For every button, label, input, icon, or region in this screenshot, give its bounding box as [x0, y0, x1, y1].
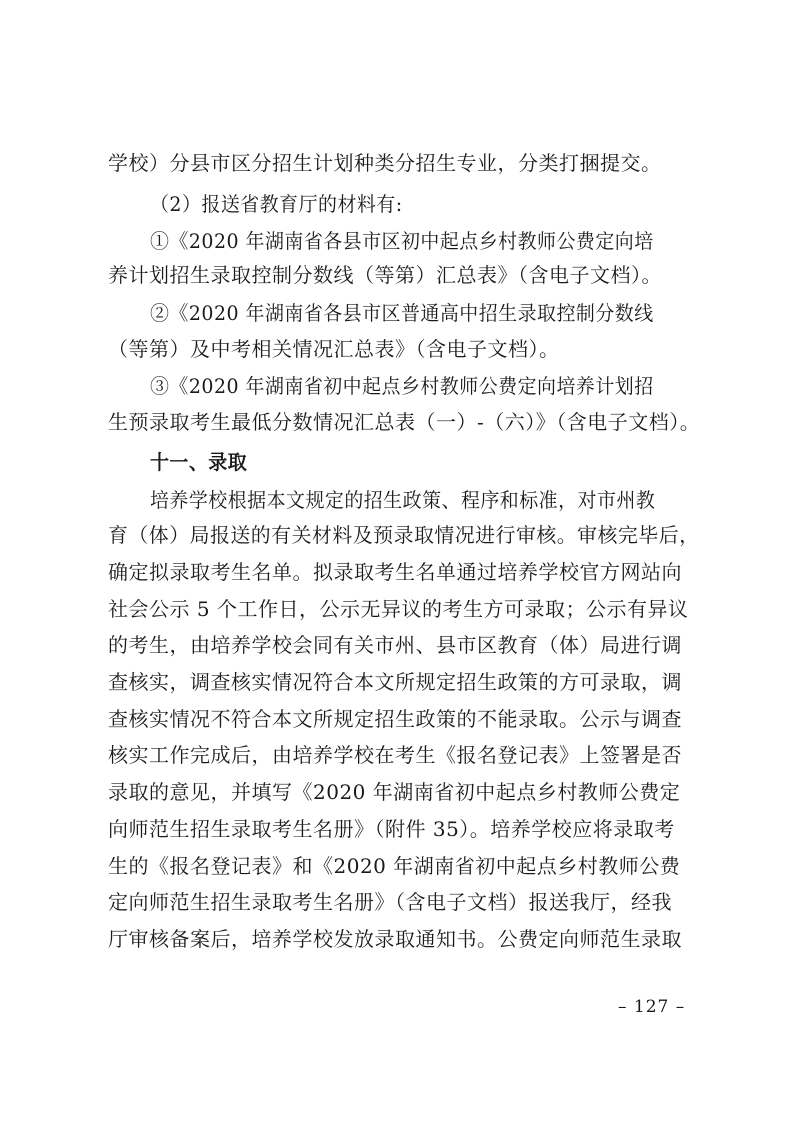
text-line: 社会公示 5 个工作日，公示无异议的考生方可录取；公示有异议 — [108, 597, 689, 621]
text-line: 的考生，由培养学校会同有关市州、县市区教育（体）局进行调 — [108, 633, 682, 657]
text-line: ①《2020 年湖南省各县市区初中起点乡村教师公费定向培 — [150, 229, 654, 253]
text-line: ②《2020 年湖南省各县市区普通高中招生录取控制分数线 — [150, 301, 654, 325]
text-line: 查核实，调查核实情况符合本文所规定招生政策的方可录取，调 — [108, 670, 682, 694]
text-line: 育（体）局报送的有关材料及预录取情况进行审核。审核完毕后， — [108, 523, 700, 547]
text-line: 向师范生招生录取考生名册》（附件 35）。培养学校应将录取考 — [108, 817, 675, 841]
text-line: 培养学校根据本文规定的招生政策、程序和标准，对市州教 — [150, 488, 656, 512]
text-line: 定向师范生招生录取考生名册》（含电子文档）报送我厅，经我 — [108, 890, 672, 914]
text-line: 确定拟录取考生名单。拟录取考生名单通过培养学校官方网站向 — [108, 560, 682, 584]
text-line: 生预录取考生最低分数情况汇总表（一）-（六）》（含电子文档）。 — [108, 410, 701, 434]
text-line: （等第）及中考相关情况汇总表》（含电子文档）。 — [108, 337, 560, 361]
text-line: 录取的意见，并填写《2020 年湖南省初中起点乡村教师公费定 — [108, 780, 681, 804]
text-line: 查核实情况不符合本文所规定招生政策的不能录取。公示与调查 — [108, 707, 682, 731]
text-line: 养计划招生录取控制分数线（等第）汇总表》（含电子文档）。 — [108, 263, 662, 287]
text-line: 学校）分县市区分招生计划种类分招生专业，分类打捆提交。 — [108, 151, 662, 175]
text-line: 生的《报名登记表》和《2020 年湖南省初中起点乡村教师公费 — [108, 854, 681, 878]
section-heading: 十一、录取 — [150, 450, 248, 474]
text-line: 核实工作完成后，由培养学校在考生《报名登记表》上签署是否 — [108, 743, 682, 767]
text-line: 厅审核备案后，培养学校发放录取通知书。公费定向师范生录取 — [108, 927, 682, 951]
text-line: ③《2020 年湖南省初中起点乡村教师公费定向培养计划招 — [150, 374, 654, 398]
text-line: （2）报送省教育厅的材料有: — [150, 192, 403, 216]
page-number: – 127 – — [618, 997, 686, 1017]
